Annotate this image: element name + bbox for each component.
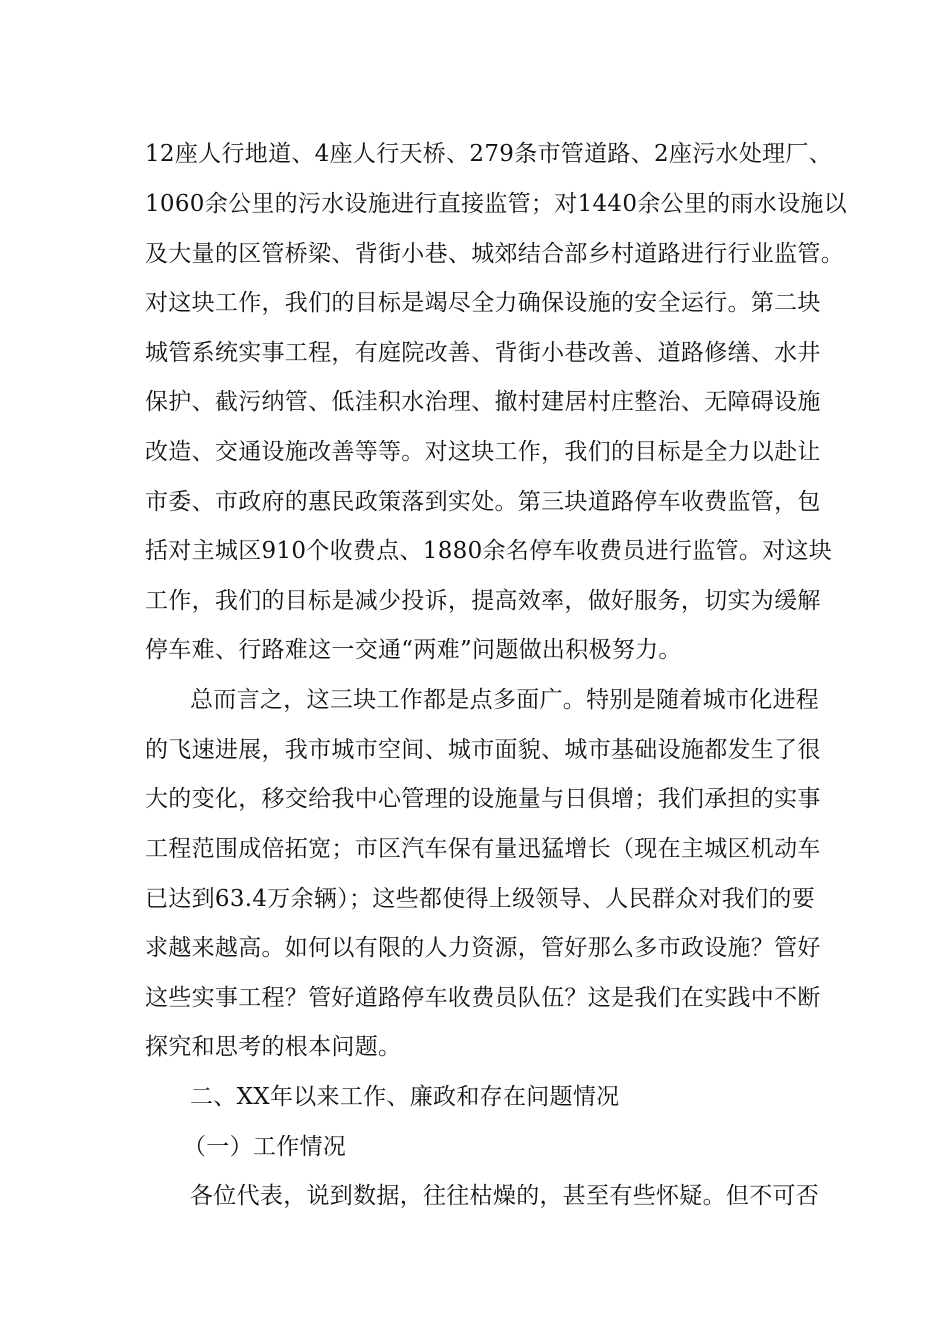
paragraph-line: 保护、截污纳管、低洼积水治理、撤村建居村庄整治、无障碍设施 — [145, 389, 821, 415]
paragraph-first-line: 总而言之，这三块工作都是点多面广。特别是随着城市化进程 — [190, 687, 820, 713]
paragraph-line: 的飞速进展，我市城市空间、城市面貌、城市基础设施都发生了很 — [145, 737, 821, 763]
paragraph-line: 这些实事工程？管好道路停车收费员队伍？这是我们在实践中不断 — [145, 985, 821, 1011]
paragraph-line: 市委、市政府的惠民政策落到实处。第三块道路停车收费监管，包 — [145, 489, 821, 515]
paragraph-line: 改造、交通设施改善等等。对这块工作，我们的目标是全力以赴让 — [145, 439, 821, 465]
paragraph-line: 探究和思考的根本问题。 — [145, 1034, 402, 1060]
paragraph-line: 城管系统实事工程，有庭院改善、背街小巷改善、道路修缮、水井 — [145, 340, 821, 366]
paragraph-line: 12座人行地道、4座人行天桥、279条市管道路、2座污水处理厂、 — [145, 141, 833, 167]
paragraph-line: 对这块工作，我们的目标是竭尽全力确保设施的安全运行。第二块 — [145, 290, 821, 316]
paragraph-line: 大的变化，移交给我中心管理的设施量与日俱增；我们承担的实事 — [145, 786, 821, 812]
paragraph-line: 及大量的区管桥梁、背街小巷、城郊结合部乡村道路进行行业监管。 — [145, 241, 844, 267]
paragraph-line: 已达到63.4万余辆）；这些都使得上级领导、人民群众对我们的要 — [145, 886, 816, 912]
paragraph-first-line: 各位代表，说到数据，往往枯燥的，甚至有些怀疑。但不可否 — [190, 1183, 820, 1209]
paragraph-line: 1060余公里的污水设施进行直接监管；对1440余公里的雨水设施以 — [145, 191, 847, 217]
paragraph-line: 工程范围成倍拓宽；市区汽车保有量迅猛增长（现在主城区机动车 — [145, 836, 821, 862]
paragraph-line: 停车难、行路难这一交通“两难”问题做出积极努力。 — [145, 637, 682, 663]
paragraph-line: 求越来越高。如何以有限的人力资源，管好那么多市政设施？管好 — [145, 935, 821, 961]
section-heading: 二、XX年以来工作、廉政和存在问题情况 — [190, 1084, 620, 1110]
paragraph-line: 工作，我们的目标是减少投诉，提高效率，做好服务，切实为缓解 — [145, 588, 821, 614]
paragraph-line: 括对主城区910个收费点、1880余名停车收费员进行监管。对这块 — [145, 538, 833, 564]
subsection-heading: （一）工作情况 — [183, 1134, 347, 1160]
